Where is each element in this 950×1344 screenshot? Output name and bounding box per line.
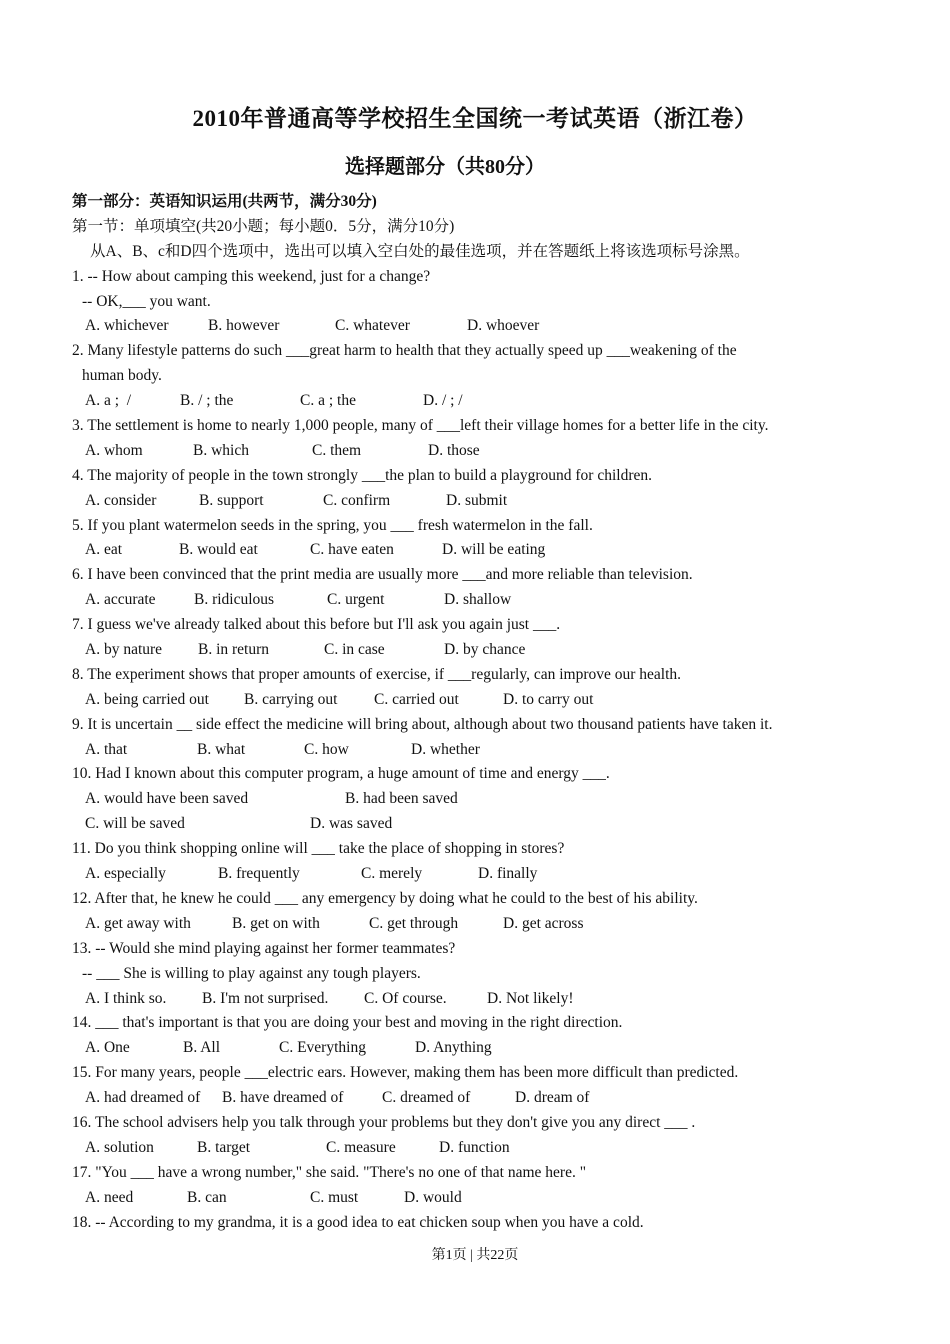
option: A. would have been saved (85, 790, 249, 808)
option: D. those (428, 441, 480, 459)
option: D. get across (503, 914, 584, 932)
question-text: 17. "You ___ have a wrong number," she said. "There's no one of that name here. " (72, 1163, 587, 1181)
question-text: 8. The experiment shows that proper amounts of exercise, if ___regularly, can improve our health. (72, 665, 682, 683)
option: D. would (404, 1188, 462, 1206)
question (72, 762, 842, 837)
option: C. must (310, 1188, 359, 1206)
question (72, 887, 842, 937)
question-text: 9. It is uncertain __ side effect the medicine will bring about, although about two thousand patients have taken it. (72, 715, 773, 733)
option-row (72, 688, 842, 713)
question-text: -- OK,___ you want. (82, 292, 211, 310)
option: C. Everything (279, 1039, 366, 1057)
question (72, 663, 842, 713)
option: B. have dreamed of (222, 1089, 344, 1107)
question-text: 14. ___ that's important is that you are doing your best and moving in the right direction. (72, 1014, 623, 1032)
option: C. merely (361, 865, 423, 883)
option: A. that (85, 740, 128, 758)
option-row (72, 439, 842, 464)
option: A. especially (85, 865, 166, 883)
option: C. whatever (335, 317, 410, 335)
option: B. I'm not surprised. (202, 989, 329, 1007)
option: B. frequently (218, 865, 300, 883)
option: B. however (208, 317, 280, 335)
option-row (72, 588, 842, 613)
option: D. whoever (467, 317, 540, 335)
option: D. finally (478, 865, 538, 883)
option: B. support (199, 491, 264, 509)
question-text: 3. The settlement is home to nearly 1,000 people, many of ___left their village homes for a better life in the city. (72, 417, 769, 435)
option-row (72, 1086, 842, 1111)
question (72, 339, 842, 414)
option: B. target (197, 1138, 251, 1156)
option-row (72, 987, 842, 1012)
option-row (72, 912, 842, 937)
question (72, 837, 842, 887)
option: C. dreamed of (382, 1089, 471, 1107)
exam-body (72, 190, 842, 1235)
option: B. would eat (179, 541, 258, 559)
option: C. urgent (327, 591, 385, 609)
option: A. need (85, 1188, 134, 1206)
question (72, 1011, 842, 1061)
option-row (72, 1136, 842, 1161)
question-text: 12. After that, he knew he could ___ any emergency by doing what he could to the best of his ability. (72, 889, 698, 907)
option: C. how (304, 740, 349, 758)
option: B. carrying out (244, 690, 338, 708)
option: A. consider (85, 491, 157, 509)
option: C. Of course. (364, 989, 447, 1007)
question-text: 11. Do you think shopping online will ___ take the place of shopping in stores? (72, 840, 565, 858)
option: A. a ; / (85, 392, 132, 410)
option: B. in return (198, 641, 270, 659)
option: A. solution (85, 1138, 154, 1156)
option: D. shallow (444, 591, 512, 609)
option: C. measure (326, 1138, 396, 1156)
section-heading: 第一节：单项填空(共20小题；每小题0．5分，满分10分) (72, 217, 455, 235)
question (72, 937, 842, 1012)
option: A. eat (85, 541, 123, 559)
question-text: 6. I have been convinced that the print media are usually more ___and more reliable than television. (72, 566, 693, 584)
option: B. what (197, 740, 246, 758)
option-row (72, 862, 842, 887)
option: B. which (193, 441, 249, 459)
option: C. a ; the (300, 392, 356, 410)
question-text: 4. The majority of people in the town strongly ___the plan to build a playground for children. (72, 466, 652, 484)
question-text: 15. For many years, people ___electric ears. However, making them has been more difficult than predicted. (72, 1064, 739, 1082)
question (72, 613, 842, 663)
option: C. confirm (323, 491, 391, 509)
question-text: 10. Had I known about this computer program, a huge amount of time and energy ___. (72, 765, 610, 783)
exam-subtitle: 选择题部分（共80分） (345, 156, 545, 178)
option: D. was saved (310, 815, 393, 833)
option: D. whether (411, 740, 480, 758)
option-row (72, 1186, 842, 1211)
option: C. them (312, 441, 362, 459)
option-row (72, 314, 842, 339)
option-row (72, 489, 842, 514)
option: A. by nature (85, 641, 163, 659)
option-row (72, 538, 842, 563)
question (72, 563, 842, 613)
question-text: 1. -- How about camping this weekend, just for a change? (72, 267, 431, 285)
option: A. accurate (85, 591, 156, 609)
option-row (72, 738, 842, 763)
option: B. ridiculous (194, 591, 275, 609)
option: A. had dreamed of (85, 1089, 201, 1107)
question-text: 16. The school advisers help you talk through your problems but they don't give you any direct ___ . (72, 1113, 696, 1131)
question (72, 1161, 842, 1211)
option: D. Not likely! (487, 989, 574, 1007)
exam-title: 2010年普通高等学校招生全国统一考试英语（浙江卷） (192, 106, 758, 131)
option: D. will be eating (442, 541, 546, 559)
option: B. get on with (232, 914, 320, 932)
question (72, 464, 842, 514)
question-text: 13. -- Would she mind playing against her former teammates? (72, 939, 456, 957)
option: D. Anything (415, 1039, 492, 1057)
option: D. dream of (515, 1089, 590, 1107)
option: A. I think so. (85, 989, 167, 1007)
option: C. carried out (374, 690, 459, 708)
option: B. / ; the (180, 392, 234, 410)
question-text: 18. -- According to my grandma, it is a good idea to eat chicken soup when you have a cold. (72, 1213, 644, 1231)
instructions: 从A、B、c和D四个选项中，选出可以填入空白处的最佳选项，并在答题纸上将该选项标号涂黑。 (90, 242, 750, 260)
question (72, 265, 842, 340)
option: D. function (439, 1138, 510, 1156)
option: A. get away with (85, 914, 191, 932)
question-text: 5. If you plant watermelon seeds in the spring, you ___ fresh watermelon in the fall. (72, 516, 593, 534)
option-row (72, 812, 842, 837)
question (72, 1061, 842, 1111)
option-row (72, 389, 842, 414)
option: A. whom (85, 441, 143, 459)
option: D. to carry out (503, 690, 594, 708)
option: B. had been saved (345, 790, 458, 808)
option: B. All (183, 1039, 221, 1057)
option-row (72, 1036, 842, 1061)
option: A. being carried out (85, 690, 209, 708)
option: B. can (187, 1188, 227, 1206)
question-text: 7. I guess we've already talked about this before but I'll ask you again just ___. (72, 616, 561, 634)
option-row (72, 787, 842, 812)
question (72, 1111, 842, 1161)
option: A. whichever (85, 317, 169, 335)
option: D. by chance (444, 641, 526, 659)
question-text: 2. Many lifestyle patterns do such ___great harm to health that they actually speed up ___weakening of the (72, 342, 737, 360)
question-text: human body. (82, 367, 162, 385)
option: C. in case (324, 641, 385, 659)
option: D. submit (446, 491, 508, 509)
part-heading: 第一部分：英语知识运用(共两节，满分30分) (72, 193, 377, 210)
page-footer: 第1页 | 共22页 (431, 1248, 519, 1263)
option: A. One (85, 1039, 130, 1057)
question (72, 514, 842, 564)
option: C. will be saved (85, 815, 185, 833)
question (72, 414, 842, 464)
question (72, 713, 842, 763)
option: D. / ; / (423, 392, 463, 410)
option: C. get through (369, 914, 459, 932)
option-row (72, 638, 842, 663)
question-text: -- ___ She is willing to play against any tough players. (82, 964, 421, 982)
option: C. have eaten (310, 541, 394, 559)
question (72, 1211, 842, 1236)
